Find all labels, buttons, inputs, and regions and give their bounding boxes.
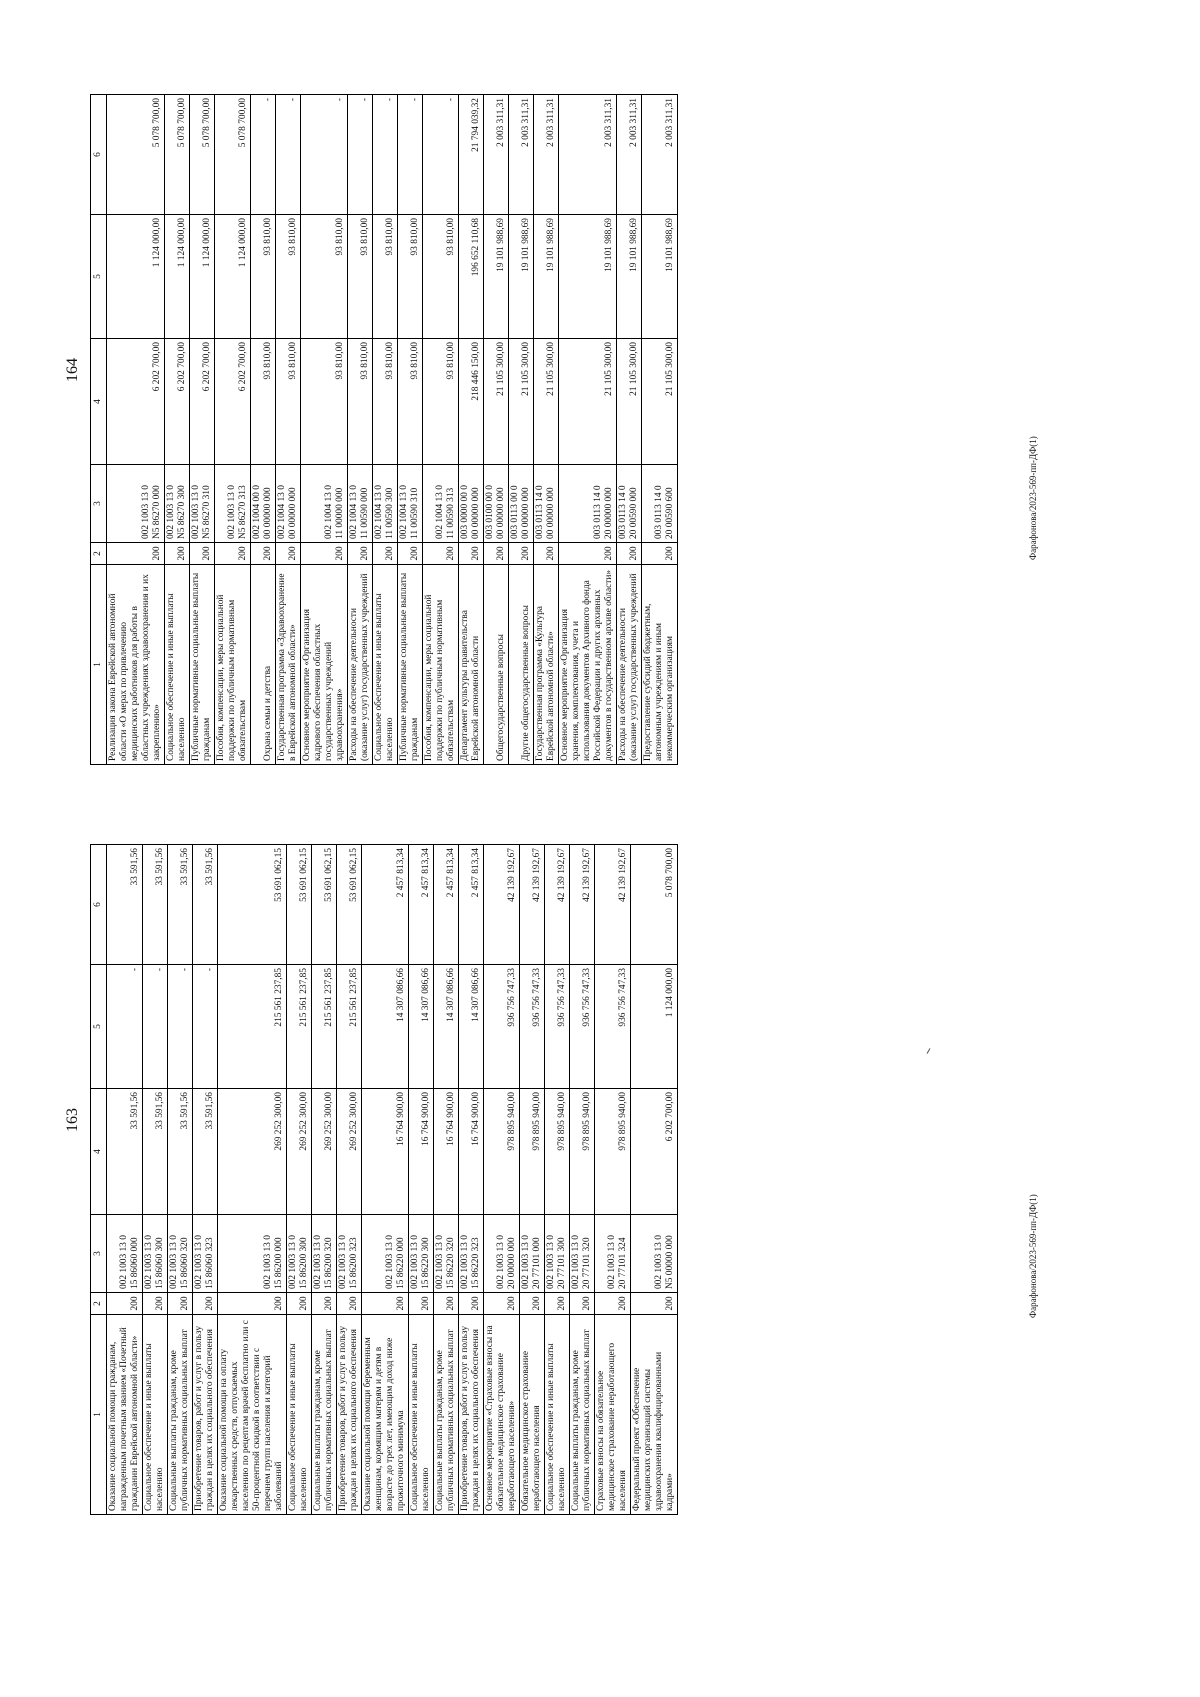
row-plan-cell: 6 202 700,00 — [215, 339, 251, 465]
row-code-cell: 200 — [362, 1293, 409, 1315]
row-executed-cell: 93 810,00 — [373, 215, 398, 339]
table-row — [168, 845, 193, 1515]
row-executed-cell: 14 307 086,66 — [459, 965, 484, 1089]
table-row — [459, 95, 484, 765]
row-executed-cell: 936 756 747,33 — [595, 965, 631, 1089]
row-name-cell: Социальное обеспечение и иные выплаты населению — [165, 565, 190, 765]
row-name-cell: Государственная программа «Культура Еврейской автономной области» — [534, 565, 559, 765]
row-name-cell: Пособия, компенсации, меры социальной поддержки по публичным нормативным обязательствам — [423, 565, 459, 765]
row-plan-cell: 93 810,00 — [398, 339, 423, 465]
row-classifier-cell: 002 1003 13 0 N5 86270 313 — [215, 465, 251, 543]
row-plan-cell: 93 810,00 — [301, 339, 348, 465]
row-remainder-cell: 2 003 311,31 — [617, 95, 642, 215]
row-classifier-cell: 002 1003 13 0 15 86200 323 — [337, 1215, 362, 1293]
table-row — [337, 845, 362, 1515]
row-remainder-cell: 2 003 311,31 — [484, 95, 509, 215]
table-row — [218, 845, 287, 1515]
column-header: 1 — [91, 565, 107, 765]
row-executed-cell: 19 101 988,69 — [559, 215, 617, 339]
row-classifier-cell: 002 1003 13 0 N5 86270 300 — [165, 465, 190, 543]
row-classifier-cell: 002 1003 13 0 20 77101 300 — [545, 1215, 570, 1293]
row-name-cell: Социальное обеспечение и иные выплаты населению — [409, 1315, 434, 1515]
row-plan-cell: 978 895 940,00 — [595, 1089, 631, 1215]
table-row — [373, 95, 398, 765]
row-name-cell: Социальные выплаты гражданам, кроме публичных нормативных социальных выплат — [570, 1315, 595, 1515]
table-row — [190, 95, 215, 765]
row-code-cell: 200 — [595, 1293, 631, 1315]
row-code-cell: 200 — [631, 1293, 678, 1315]
row-executed-cell: 1 124 000,00 — [165, 215, 190, 339]
row-plan-cell: 21 105 300,00 — [559, 339, 617, 465]
row-remainder-cell: 42 139 192,67 — [595, 845, 631, 965]
row-classifier-cell: 003 0113 00 0 00 00000 000 — [509, 465, 534, 543]
row-remainder-cell: 42 139 192,67 — [520, 845, 545, 965]
row-classifier-cell: 002 1003 13 0 15 86060 300 — [143, 1215, 168, 1293]
row-plan-cell: 218 446 150,00 — [459, 339, 484, 465]
table-row — [398, 95, 423, 765]
column-header: 2 — [91, 1293, 107, 1315]
table-row — [617, 95, 642, 765]
row-name-cell: Государственная программа «Здравоохранение в Еврейской автономной области» — [276, 565, 301, 765]
row-executed-cell: 1 124 000,00 — [215, 215, 251, 339]
row-name-cell: Охрана семьи и детства — [251, 565, 276, 765]
row-code-cell: 200 — [287, 1293, 312, 1315]
row-remainder-cell: 33 591,56 — [107, 845, 143, 965]
table-row — [362, 845, 409, 1515]
row-classifier-cell: 003 0000 00 0 00 00000 000 — [459, 465, 484, 543]
table-row — [484, 95, 509, 765]
row-executed-cell: 196 652 110,68 — [459, 215, 484, 339]
table-row — [423, 95, 459, 765]
row-plan-cell: 21 105 300,00 — [617, 339, 642, 465]
row-name-cell: Обязательное медицинское страхование неработающего населения — [520, 1315, 545, 1515]
row-classifier-cell: 003 0100 00 0 00 00000 000 — [484, 465, 509, 543]
table-row — [520, 845, 545, 1515]
row-executed-cell: 19 101 988,69 — [534, 215, 559, 339]
row-plan-cell: 21 105 300,00 — [484, 339, 509, 465]
row-code-cell: 200 — [301, 543, 348, 565]
row-classifier-cell: 002 1003 13 0 N5 86270 000 — [107, 465, 165, 543]
column-header: 3 — [91, 465, 107, 543]
row-name-cell: Основное мероприятие «Страховые взносы на обязательное медицинское страхование неработающего населения» — [484, 1315, 520, 1515]
row-remainder-cell: 42 139 192,67 — [484, 845, 520, 965]
row-name-cell: Социальные выплаты гражданам, кроме публичных нормативных социальных выплат — [434, 1315, 459, 1515]
row-executed-cell: 93 810,00 — [251, 215, 276, 339]
column-header: 1 — [91, 1315, 107, 1515]
row-plan-cell: 16 764 900,00 — [362, 1089, 409, 1215]
page-163-panel — [90, 845, 678, 1515]
table-row — [545, 845, 570, 1515]
table-header-row — [91, 95, 107, 765]
row-name-cell: Социальное обеспечение и иные выплаты населению — [287, 1315, 312, 1515]
row-remainder-cell: 2 003 311,31 — [642, 95, 678, 215]
row-code-cell: 200 — [484, 1293, 520, 1315]
row-executed-cell: 14 307 086,66 — [434, 965, 459, 1089]
row-remainder-cell: 5 078 700,00 — [631, 845, 678, 965]
row-classifier-cell: 003 0113 14 0 20 00590 000 — [617, 465, 642, 543]
row-plan-cell: 269 252 300,00 — [337, 1089, 362, 1215]
column-header: 4 — [91, 1089, 107, 1215]
row-name-cell: Социальные выплаты гражданам, кроме публичных нормативных социальных выплат — [312, 1315, 337, 1515]
row-classifier-cell: 002 1003 13 0 N5 00000 000 — [631, 1215, 678, 1293]
row-executed-cell: - — [168, 965, 193, 1089]
row-name-cell: Публичные нормативные социальные выплаты гражданам — [190, 565, 215, 765]
table-row — [312, 845, 337, 1515]
row-remainder-cell: 2 003 311,31 — [509, 95, 534, 215]
row-plan-cell: 33 591,56 — [107, 1089, 143, 1215]
row-executed-cell: 14 307 086,66 — [362, 965, 409, 1089]
row-remainder-cell: 53 691 062,15 — [287, 845, 312, 965]
row-code-cell: 200 — [107, 1293, 143, 1315]
row-classifier-cell: 002 1004 00 0 00 00000 000 — [251, 465, 276, 543]
row-remainder-cell: 33 591,56 — [193, 845, 218, 965]
row-name-cell: Основное мероприятие «Организация кадрового обеспечения областных государственных учреждений здравоохранения» — [301, 565, 348, 765]
row-code-cell: 200 — [348, 543, 373, 565]
row-code-cell: 200 — [107, 543, 165, 565]
row-name-cell: Приобретение товаров, работ и услуг в пользу граждан в целях их социального обеспечения — [337, 1315, 362, 1515]
table-row — [642, 95, 678, 765]
row-executed-cell: 215 561 237,85 — [337, 965, 362, 1089]
table-row — [434, 845, 459, 1515]
row-name-cell: Расходы на обеспечение деятельности (оказание услуг) государственных учреждений — [617, 565, 642, 765]
row-plan-cell: 978 895 940,00 — [484, 1089, 520, 1215]
table-row — [484, 845, 520, 1515]
table-row — [631, 845, 678, 1515]
row-classifier-cell: 002 1003 13 0 20 00000 000 — [484, 1215, 520, 1293]
row-remainder-cell: 2 457 813,34 — [434, 845, 459, 965]
document-footer: Фарафонова/2023-569-пп-ДФ(1) — [1028, 436, 1038, 560]
table-row — [301, 95, 348, 765]
row-remainder-cell: 33 591,56 — [168, 845, 193, 965]
row-code-cell: 200 — [276, 543, 301, 565]
row-executed-cell: 215 561 237,85 — [218, 965, 287, 1089]
row-executed-cell: 14 307 086,66 — [409, 965, 434, 1089]
table-row — [276, 95, 301, 765]
row-name-cell: Социальное обеспечение и иные выплаты населению — [545, 1315, 570, 1515]
row-plan-cell: 93 810,00 — [423, 339, 459, 465]
row-name-cell: Страховые взносы на обязательное медицинское страхование неработающего населения — [595, 1315, 631, 1515]
row-name-cell: Департамент культуры правительства Еврейской автономной области — [459, 565, 484, 765]
row-name-cell: Пособия, компенсации, меры социальной поддержки по публичным нормативным обязательствам — [215, 565, 251, 765]
row-executed-cell: - — [193, 965, 218, 1089]
row-code-cell: 200 — [218, 1293, 287, 1315]
table-row — [107, 95, 165, 765]
table-row — [107, 845, 143, 1515]
row-code-cell: 200 — [459, 1293, 484, 1315]
table-row — [143, 845, 168, 1515]
row-code-cell: 200 — [520, 1293, 545, 1315]
row-classifier-cell: 002 1003 13 0 15 86220 300 — [409, 1215, 434, 1293]
row-executed-cell: 93 810,00 — [276, 215, 301, 339]
row-classifier-cell: 002 1003 13 0 15 86060 323 — [193, 1215, 218, 1293]
row-plan-cell: 6 202 700,00 — [165, 339, 190, 465]
column-header: 2 — [91, 543, 107, 565]
row-classifier-cell: 002 1003 13 0 20 77101 000 — [520, 1215, 545, 1293]
row-remainder-cell: 5 078 700,00 — [190, 95, 215, 215]
row-plan-cell: 21 105 300,00 — [534, 339, 559, 465]
table-row — [215, 95, 251, 765]
row-classifier-cell: 002 1003 13 0 15 86060 000 — [107, 1215, 143, 1293]
row-executed-cell: - — [107, 965, 143, 1089]
row-name-cell: Оказание социальной помощи на оплату лекарственных средств, отпускаемых населению по рецептам врачей бесплатно или с 50-процентной скидкой в соответствии с перечнем групп населения и категорий заболеваний — [218, 1315, 287, 1515]
row-code-cell: 200 — [168, 1293, 193, 1315]
table-row — [559, 95, 617, 765]
row-classifier-cell: 002 1003 13 0 20 77101 320 — [570, 1215, 595, 1293]
row-name-cell: Приобретение товаров, работ и услуг в пользу граждан в целях их социального обеспечения — [193, 1315, 218, 1515]
row-plan-cell: 93 810,00 — [276, 339, 301, 465]
row-classifier-cell: 003 0113 14 0 00 00000 000 — [534, 465, 559, 543]
row-executed-cell: 19 101 988,69 — [617, 215, 642, 339]
row-classifier-cell: 002 1003 13 0 15 86200 000 — [218, 1215, 287, 1293]
row-remainder-cell: 2 003 311,31 — [534, 95, 559, 215]
row-remainder-cell: - — [301, 95, 348, 215]
row-plan-cell: 93 810,00 — [251, 339, 276, 465]
row-executed-cell: 19 101 988,69 — [509, 215, 534, 339]
row-executed-cell: 936 756 747,33 — [545, 965, 570, 1089]
row-classifier-cell: 002 1003 13 0 15 86220 323 — [459, 1215, 484, 1293]
row-remainder-cell: 33 591,56 — [143, 845, 168, 965]
table-row — [251, 95, 276, 765]
row-remainder-cell: 5 078 700,00 — [107, 95, 165, 215]
row-code-cell: 200 — [193, 1293, 218, 1315]
row-plan-cell: 978 895 940,00 — [520, 1089, 545, 1215]
row-code-cell: 200 — [423, 543, 459, 565]
row-code-cell: 200 — [215, 543, 251, 565]
row-plan-cell: 269 252 300,00 — [287, 1089, 312, 1215]
row-remainder-cell: - — [251, 95, 276, 215]
row-classifier-cell: 002 1003 13 0 15 86060 320 — [168, 1215, 193, 1293]
table-header-row — [91, 845, 107, 1515]
row-executed-cell: 19 101 988,69 — [484, 215, 509, 339]
table-body — [107, 95, 678, 765]
row-plan-cell: 269 252 300,00 — [218, 1089, 287, 1215]
row-plan-cell: 6 202 700,00 — [190, 339, 215, 465]
row-plan-cell: 6 202 700,00 — [107, 339, 165, 465]
row-remainder-cell: 2 457 813,34 — [459, 845, 484, 965]
budget-table — [90, 94, 678, 765]
column-header: 3 — [91, 1215, 107, 1293]
row-name-cell: Предоставление субсидий бюджетным, автономным учреждениям и иным некоммерческим организациям — [642, 565, 678, 765]
row-executed-cell: 93 810,00 — [301, 215, 348, 339]
table-row — [570, 845, 595, 1515]
row-code-cell: 200 — [459, 543, 484, 565]
row-remainder-cell: 5 078 700,00 — [215, 95, 251, 215]
column-header: 5 — [91, 215, 107, 339]
column-header: 6 — [91, 95, 107, 215]
row-code-cell: 200 — [373, 543, 398, 565]
page-164-panel — [90, 95, 678, 765]
page-number: 164 — [64, 358, 81, 382]
row-plan-cell: 16 764 900,00 — [409, 1089, 434, 1215]
row-classifier-cell: 002 1004 13 0 00 00000 000 — [276, 465, 301, 543]
table-row — [287, 845, 312, 1515]
row-code-cell: 200 — [143, 1293, 168, 1315]
row-executed-cell: 93 810,00 — [423, 215, 459, 339]
row-remainder-cell: - — [276, 95, 301, 215]
row-plan-cell: 978 895 940,00 — [570, 1089, 595, 1215]
document-footer: Фарафонова/2023-569-пп-ДФ(1) — [1028, 1194, 1038, 1318]
table-row — [595, 845, 631, 1515]
row-code-cell: 200 — [337, 1293, 362, 1315]
row-code-cell: 200 — [409, 1293, 434, 1315]
column-header: 6 — [91, 845, 107, 965]
scan-mark — [927, 1048, 931, 1054]
table-row — [165, 95, 190, 765]
row-classifier-cell: 003 0113 14 0 20 00000 000 — [559, 465, 617, 543]
row-executed-cell: 936 756 747,33 — [520, 965, 545, 1089]
table-row — [409, 845, 434, 1515]
row-plan-cell: 93 810,00 — [373, 339, 398, 465]
row-plan-cell: 33 591,56 — [168, 1089, 193, 1215]
row-plan-cell: 269 252 300,00 — [312, 1089, 337, 1215]
row-classifier-cell: 002 1004 13 0 11 00000 000 — [301, 465, 348, 543]
table-row — [534, 95, 559, 765]
row-code-cell: 200 — [570, 1293, 595, 1315]
row-code-cell: 200 — [251, 543, 276, 565]
row-classifier-cell: 002 1004 13 0 11 00590 000 — [348, 465, 373, 543]
row-code-cell: 200 — [559, 543, 617, 565]
column-header: 5 — [91, 965, 107, 1089]
row-executed-cell: 93 810,00 — [348, 215, 373, 339]
table-row — [348, 95, 373, 765]
row-classifier-cell: 002 1004 13 0 11 00590 313 — [423, 465, 459, 543]
row-plan-cell: 21 105 300,00 — [509, 339, 534, 465]
row-name-cell: Федеральный проект «Обеспечение медицинских организаций системы здравоохранения квалифицированными кадрами» — [631, 1315, 678, 1515]
row-name-cell: Общегосударственные вопросы — [484, 565, 509, 765]
row-plan-cell: 93 810,00 — [348, 339, 373, 465]
table-row — [509, 95, 534, 765]
table-row — [459, 845, 484, 1515]
row-remainder-cell: 2 003 311,31 — [559, 95, 617, 215]
row-code-cell: 200 — [484, 543, 509, 565]
row-code-cell: 200 — [545, 1293, 570, 1315]
row-remainder-cell: - — [423, 95, 459, 215]
row-classifier-cell: 002 1003 13 0 15 86220 000 — [362, 1215, 409, 1293]
row-name-cell: Другие общегосударственные вопросы — [509, 565, 534, 765]
row-plan-cell: 16 764 900,00 — [434, 1089, 459, 1215]
row-classifier-cell: 002 1003 13 0 15 86200 320 — [312, 1215, 337, 1293]
row-executed-cell: 215 561 237,85 — [287, 965, 312, 1089]
row-remainder-cell: - — [398, 95, 423, 215]
row-name-cell: Социальное обеспечение и иные выплаты населению — [143, 1315, 168, 1515]
row-code-cell: 200 — [617, 543, 642, 565]
row-code-cell: 200 — [642, 543, 678, 565]
row-classifier-cell: 002 1003 13 0 15 86200 300 — [287, 1215, 312, 1293]
row-remainder-cell: 2 457 813,34 — [362, 845, 409, 965]
row-code-cell: 200 — [190, 543, 215, 565]
row-code-cell: 200 — [398, 543, 423, 565]
row-remainder-cell: 5 078 700,00 — [165, 95, 190, 215]
row-code-cell: 200 — [165, 543, 190, 565]
row-name-cell: Оказание социальной помощи гражданам, награжденным почетным званием «Почетный гражданин Еврейской автономной области» — [107, 1315, 143, 1515]
row-name-cell: Публичные нормативные социальные выплаты гражданам — [398, 565, 423, 765]
column-header: 4 — [91, 339, 107, 465]
row-plan-cell: 21 105 300,00 — [642, 339, 678, 465]
row-name-cell: Социальное обеспечение и иные выплаты населению — [373, 565, 398, 765]
row-remainder-cell: 21 794 039,32 — [459, 95, 484, 215]
row-plan-cell: 16 764 900,00 — [459, 1089, 484, 1215]
row-executed-cell: 936 756 747,33 — [570, 965, 595, 1089]
row-name-cell: Социальные выплаты гражданам, кроме публичных нормативных социальных выплат — [168, 1315, 193, 1515]
row-classifier-cell: 002 1004 13 0 11 00590 300 — [373, 465, 398, 543]
row-remainder-cell: 53 691 062,15 — [218, 845, 287, 965]
row-executed-cell: - — [143, 965, 168, 1089]
row-name-cell: Расходы на обеспечение деятельности (оказание услуг) государственных учреждений — [348, 565, 373, 765]
row-remainder-cell: 53 691 062,15 — [312, 845, 337, 965]
row-remainder-cell: - — [373, 95, 398, 215]
row-executed-cell: 936 756 747,33 — [484, 965, 520, 1089]
row-remainder-cell: 2 457 813,34 — [409, 845, 434, 965]
row-executed-cell: 1 124 000,00 — [631, 965, 678, 1089]
row-classifier-cell: 002 1003 13 0 15 86220 320 — [434, 1215, 459, 1293]
row-code-cell: 200 — [312, 1293, 337, 1315]
row-remainder-cell: - — [348, 95, 373, 215]
row-code-cell: 200 — [534, 543, 559, 565]
table-row — [193, 845, 218, 1515]
page-number: 163 — [64, 1108, 81, 1132]
row-remainder-cell: 53 691 062,15 — [337, 845, 362, 965]
row-classifier-cell: 003 0113 14 0 20 00590 600 — [642, 465, 678, 543]
table-body — [107, 845, 678, 1515]
row-executed-cell: 93 810,00 — [398, 215, 423, 339]
row-executed-cell: 19 101 988,69 — [642, 215, 678, 339]
row-plan-cell: 33 591,56 — [193, 1089, 218, 1215]
row-executed-cell: 1 124 000,00 — [190, 215, 215, 339]
row-plan-cell: 33 591,56 — [143, 1089, 168, 1215]
row-plan-cell: 978 895 940,00 — [545, 1089, 570, 1215]
row-name-cell: Оказание социальной помощи беременным женщинам, кормящим матерям и детям в возрасте до трех лет, имеющим доход ниже прожиточного минимума — [362, 1315, 409, 1515]
budget-table — [90, 844, 678, 1515]
row-executed-cell: 1 124 000,00 — [107, 215, 165, 339]
row-name-cell: Основное мероприятие «Организация хранения, комплектования, учета и использования документов Архивного фонда Российской Федерации и других архивных документов в государственном архиве области» — [559, 565, 617, 765]
row-classifier-cell: 002 1004 13 0 11 00590 310 — [398, 465, 423, 543]
row-classifier-cell: 002 1003 13 0 20 77101 324 — [595, 1215, 631, 1293]
row-name-cell: Приобретение товаров, работ и услуг в пользу граждан в целях их социального обеспечения — [459, 1315, 484, 1515]
row-name-cell: Реализация закона Еврейской автономной области «О мерах по привлечению медицинских работников для работы в областных учреждениях здравоохранения и их закреплению» — [107, 565, 165, 765]
row-classifier-cell: 002 1003 13 0 N5 86270 310 — [190, 465, 215, 543]
row-executed-cell: 215 561 237,85 — [312, 965, 337, 1089]
row-remainder-cell: 42 139 192,67 — [545, 845, 570, 965]
row-plan-cell: 6 202 700,00 — [631, 1089, 678, 1215]
row-code-cell: 200 — [434, 1293, 459, 1315]
row-remainder-cell: 42 139 192,67 — [570, 845, 595, 965]
row-code-cell: 200 — [509, 543, 534, 565]
